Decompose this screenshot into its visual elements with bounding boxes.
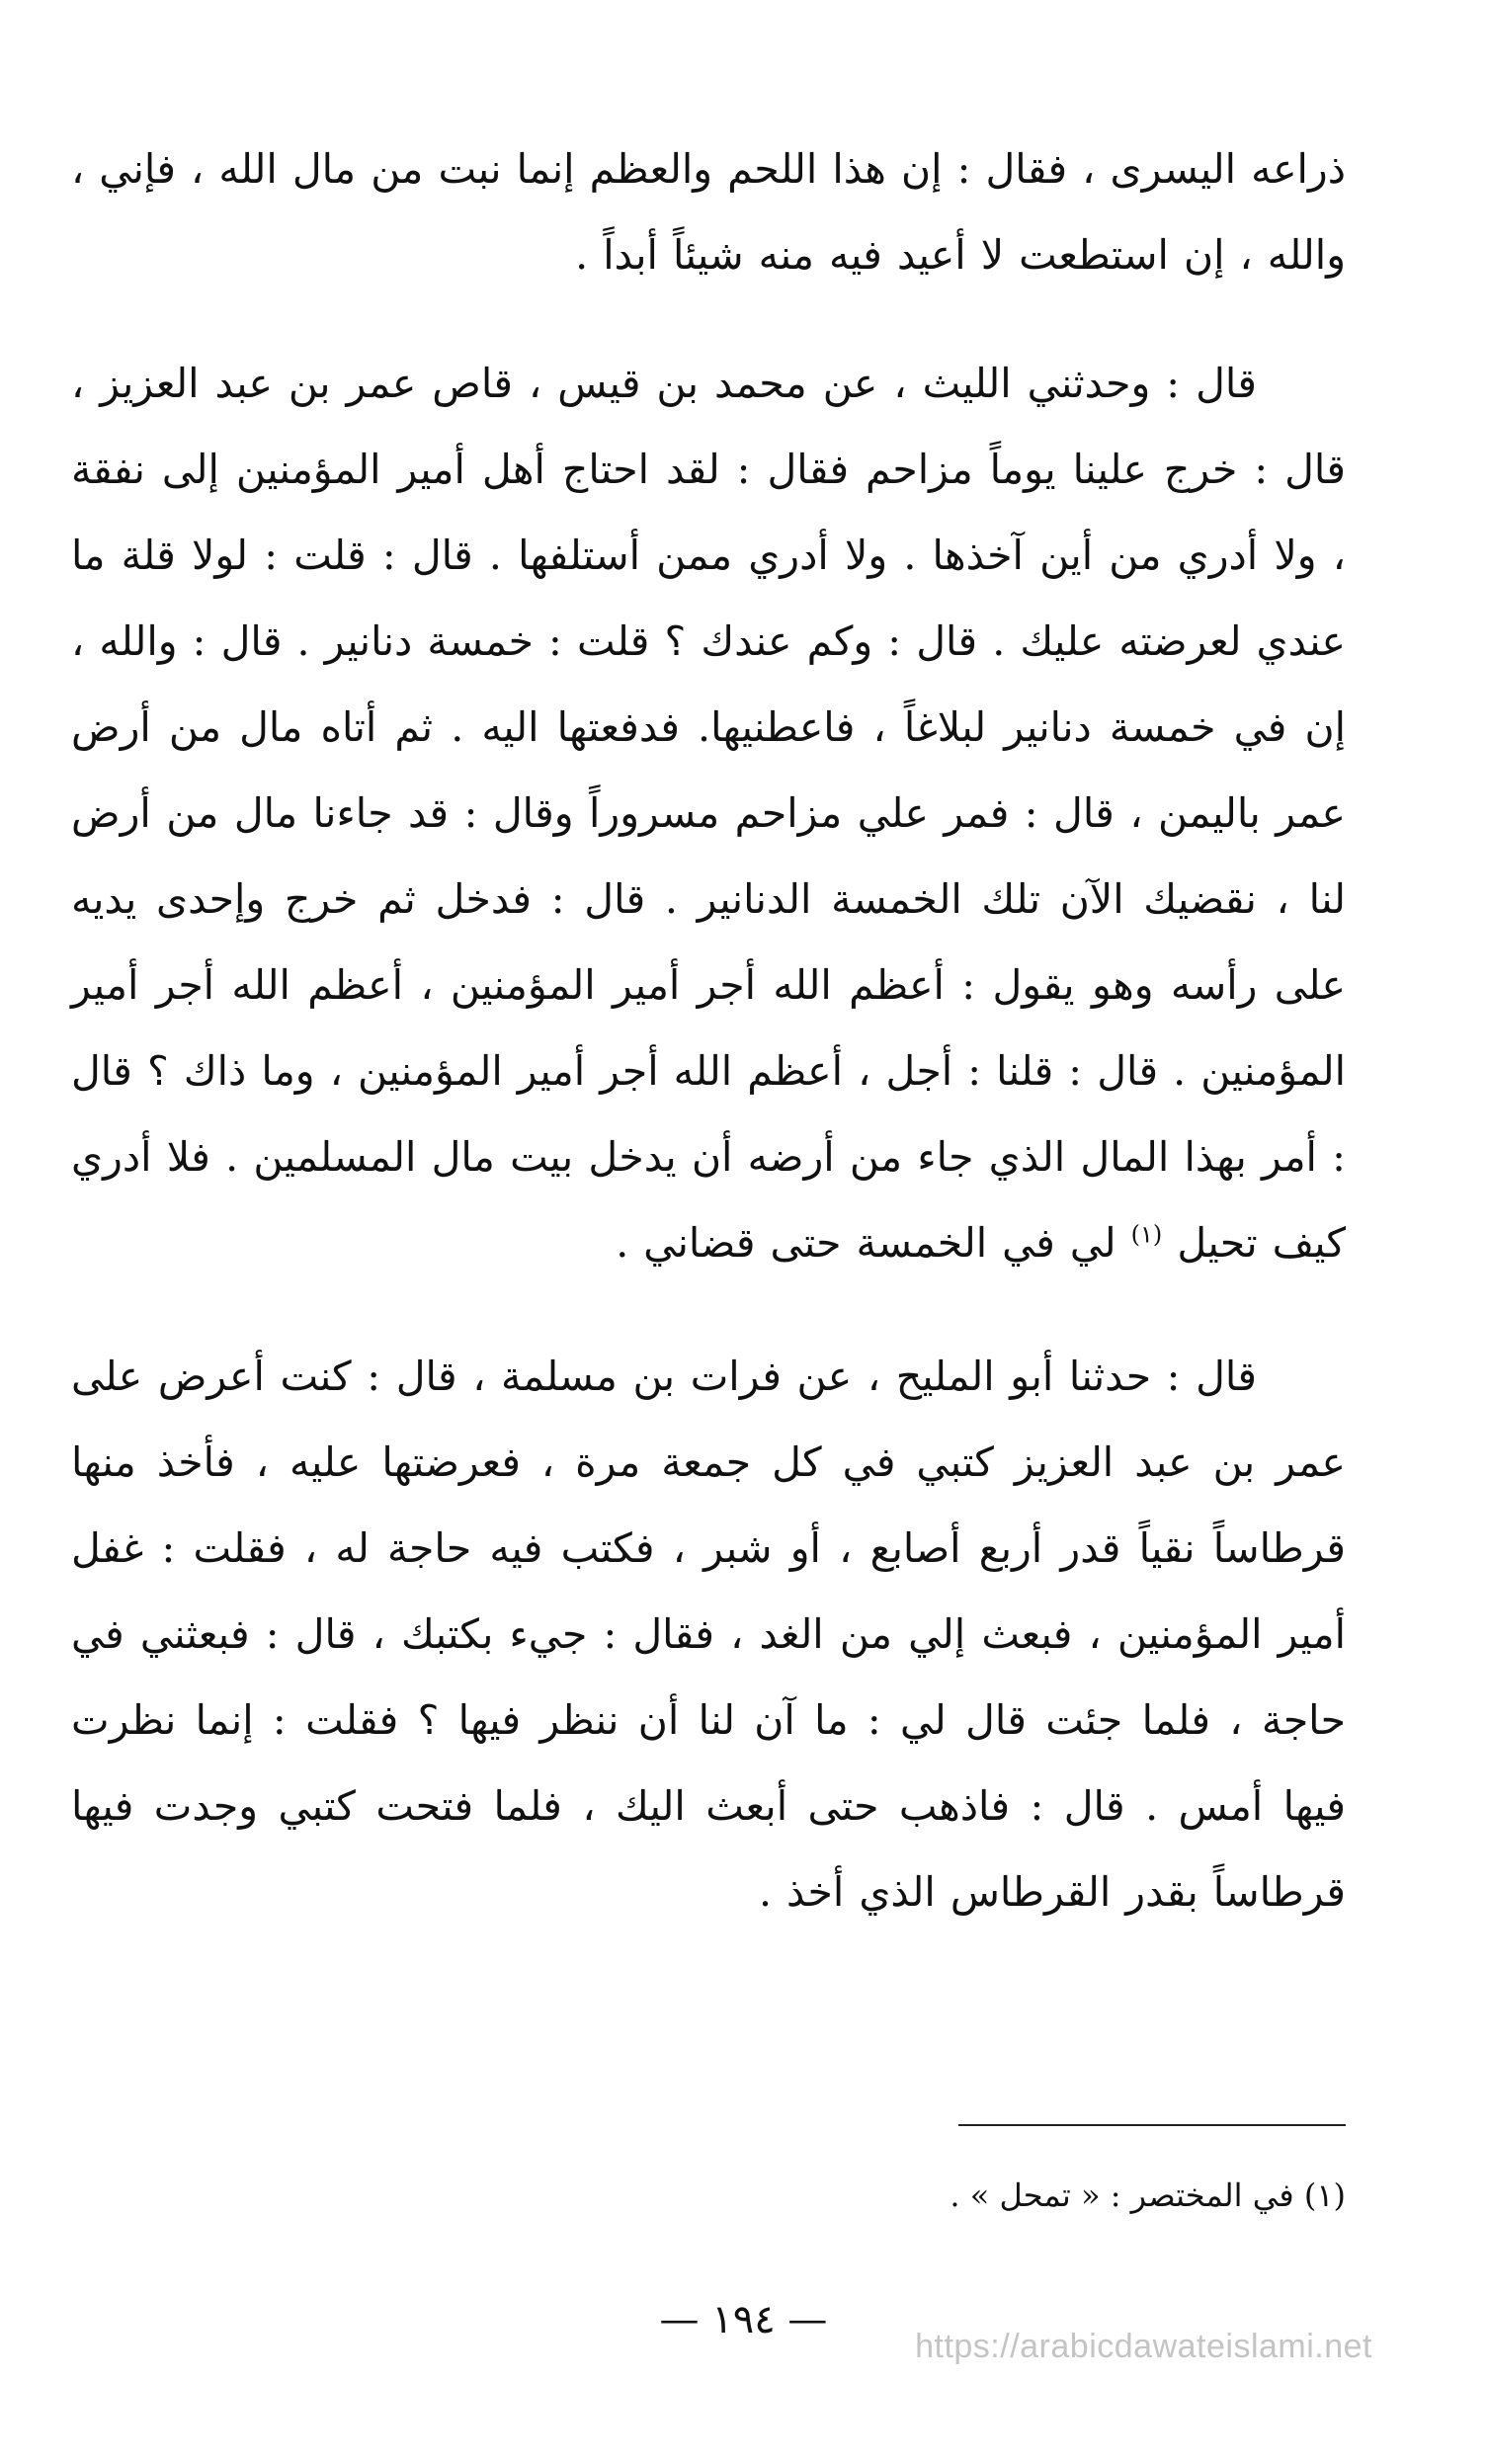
paragraph-3-text: قال : حدثنا أبو المليح ، عن فرات بن مسلمة ، قال : كنت أعرض على عمر بن عبد العزيز كتبي في كل جمعة مرة ، فعرضتها عليه ، فأخذ منها قرطاساً نقياً قدر أربع أصابع ، أو شبر ، فكتب فيه حاجة له ، فقلت : غفل أمير المؤمنين ، فبعث إلي من الغد ، فقال : جيء بكتبك ، قال : فبعثني في حاجة ، فلما جئت قال لي : ما آن لنا أن ننظر فيها ؟ فقلت : إنما نظرت فيها أمس . قال : فاذهب حتى أبعث اليك ، فلما فتحت كتبي وجدت فيها قرطاساً بقدر القرطاس الذي أخذ . [71,1353,1346,1916]
footnote-divider [958,2124,1346,2126]
paragraph-2-body: قال : وحدثني الليث ، عن محمد بن قيس ، قاص عمر بن عبد العزيز ، قال : خرج علينا يوماً مزاحم فقال : لقد احتاج أهل أمير المؤمنين إلى نفقة ، ولا أدري من أين آخذها . ولا أدري ممن أستلفها . قال : قلت : لولا قلة ما عندي لعرضته عليك . قال : وكم عندك ؟ قلت : خمسة دنانير . قال : والله ، إن في خمسة دنانير لبلاغاً ، فاعطنيها. فدفعتها اليه . ثم أتاه مال من أرض عمر باليمن ، قال : فمر علي مزاحم مسروراً وقال : قد جاءنا مال من أرض لنا ، نقضيك الآن تلك الخمسة الدنانير . قال : فدخل ثم خرج وإحدى يديه على رأسه وهو يقول : أعظم الله أجر أمير المؤمنين ، أعظم الله أجر أمير المؤمنين . قال : قلنا : أجل ، أعظم الله أجر أمير المؤمنين ، وما ذاك ؟ قال : أمر بهذا المال الذي جاء من أرضه أن يدخل بيت مال المسلمين . فلا أدري كيف تحيل [71,360,1347,1267]
paragraph-2-tail: لي في الخمسة حتى قضاني . [616,1219,1116,1267]
paragraph-2 [71,341,1346,1286]
paragraph-1 [71,126,1346,298]
watermark-url: https://arabicdawateislami.net [915,2328,1372,2365]
paragraph-2-text [71,341,1346,1286]
page-number: — ١٩٤ — [659,2297,828,2342]
footnote: (١) في المختصر : « تمحل » . [950,2177,1346,2214]
paragraph-1-text: ذراعه اليسرى ، فقال : إن هذا اللحم والعظم إنما نبت من مال الله ، فإني ، والله ، إن استطعت لا أعيد فيه منه شيئاً أبداً . [71,145,1346,279]
paragraph-3 [71,1334,1346,1935]
footnote-reference: (١) [1130,1220,1163,1249]
